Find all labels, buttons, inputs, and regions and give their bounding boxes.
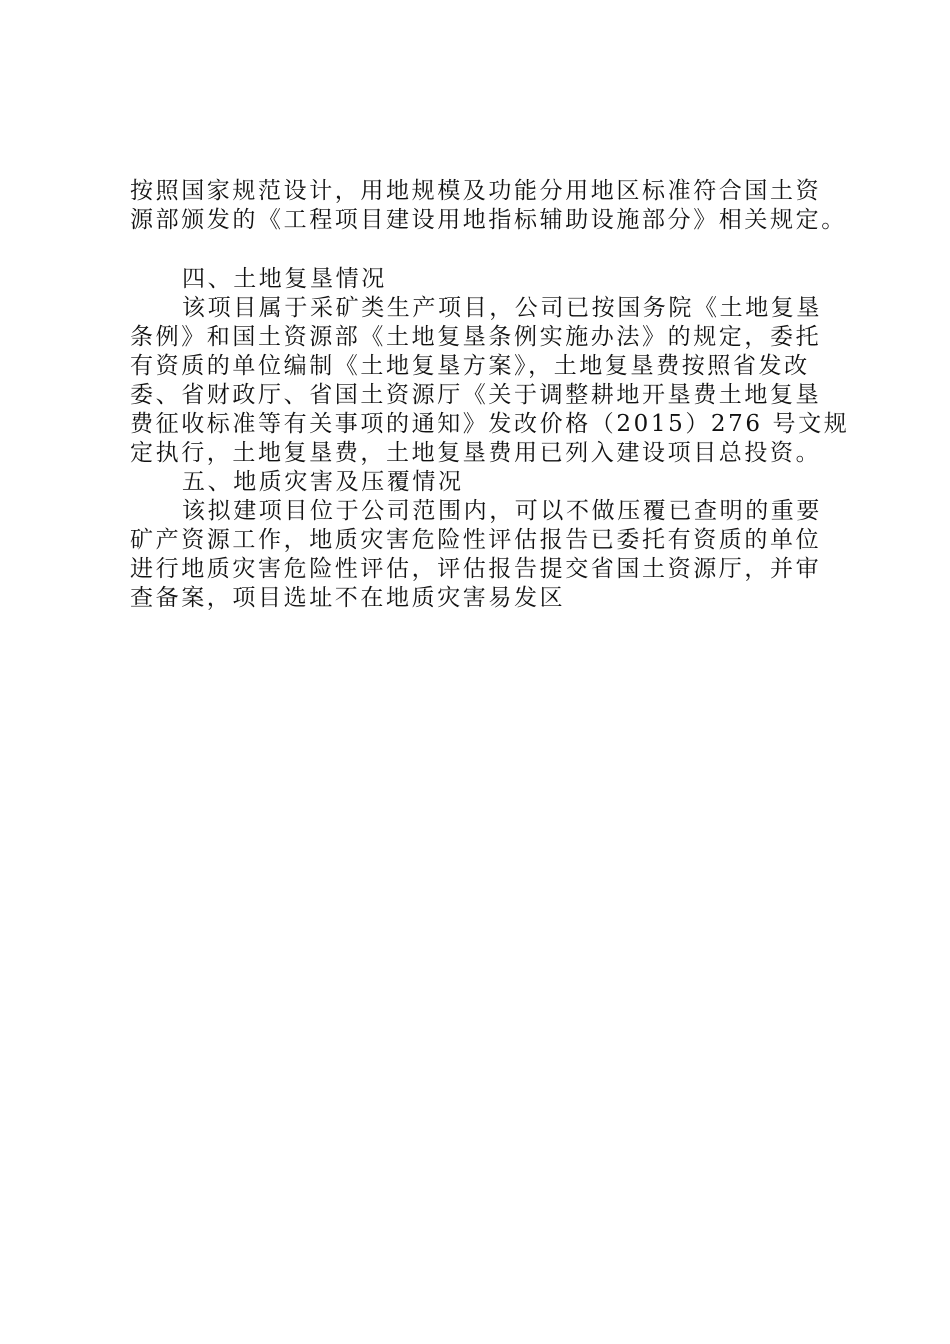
section-5-heading: 五、地质灾害及压覆情况 bbox=[182, 469, 464, 495]
paragraph-line: 矿产资源工作，地质灾害危险性评估报告已委托有资质的单位 bbox=[130, 527, 822, 553]
paragraph-line: 源部颁发的《工程项目建设用地指标辅助设施部分》相关规定。 bbox=[130, 207, 847, 233]
body-sections bbox=[130, 265, 850, 613]
paragraph-line: 按照国家规范设计，用地规模及功能分用地区标准符合国土资 bbox=[130, 178, 822, 204]
paragraph-line: 委、省财政厅、省国土资源厅《关于调整耕地开垦费土地复垦 bbox=[130, 382, 822, 408]
intro-paragraph bbox=[130, 177, 847, 235]
paragraph-line: 查备案，项目选址不在地质灾害易发区 bbox=[130, 585, 566, 611]
paragraph-line: 费征收标准等有关事项的通知》发改价格（2015）276 号文规 bbox=[130, 411, 850, 437]
section-4-heading: 四、土地复垦情况 bbox=[182, 266, 387, 292]
paragraph-line: 该项目属于采矿类生产项目，公司已按国务院《土地复垦 bbox=[182, 295, 822, 321]
paragraph-line: 进行地质灾害危险性评估，评估报告提交省国土资源厅，并审 bbox=[130, 556, 822, 582]
paragraph-line: 条例》和国土资源部《土地复垦条例实施办法》的规定，委托 bbox=[130, 324, 822, 350]
paragraph-line: 该拟建项目位于公司范围内，可以不做压覆已查明的重要 bbox=[182, 498, 822, 524]
paragraph-line: 定执行，土地复垦费，土地复垦费用已列入建设项目总投资。 bbox=[130, 440, 822, 466]
paragraph-line: 有资质的单位编制《土地复垦方案》，土地复垦费按照省发改 bbox=[130, 353, 810, 379]
